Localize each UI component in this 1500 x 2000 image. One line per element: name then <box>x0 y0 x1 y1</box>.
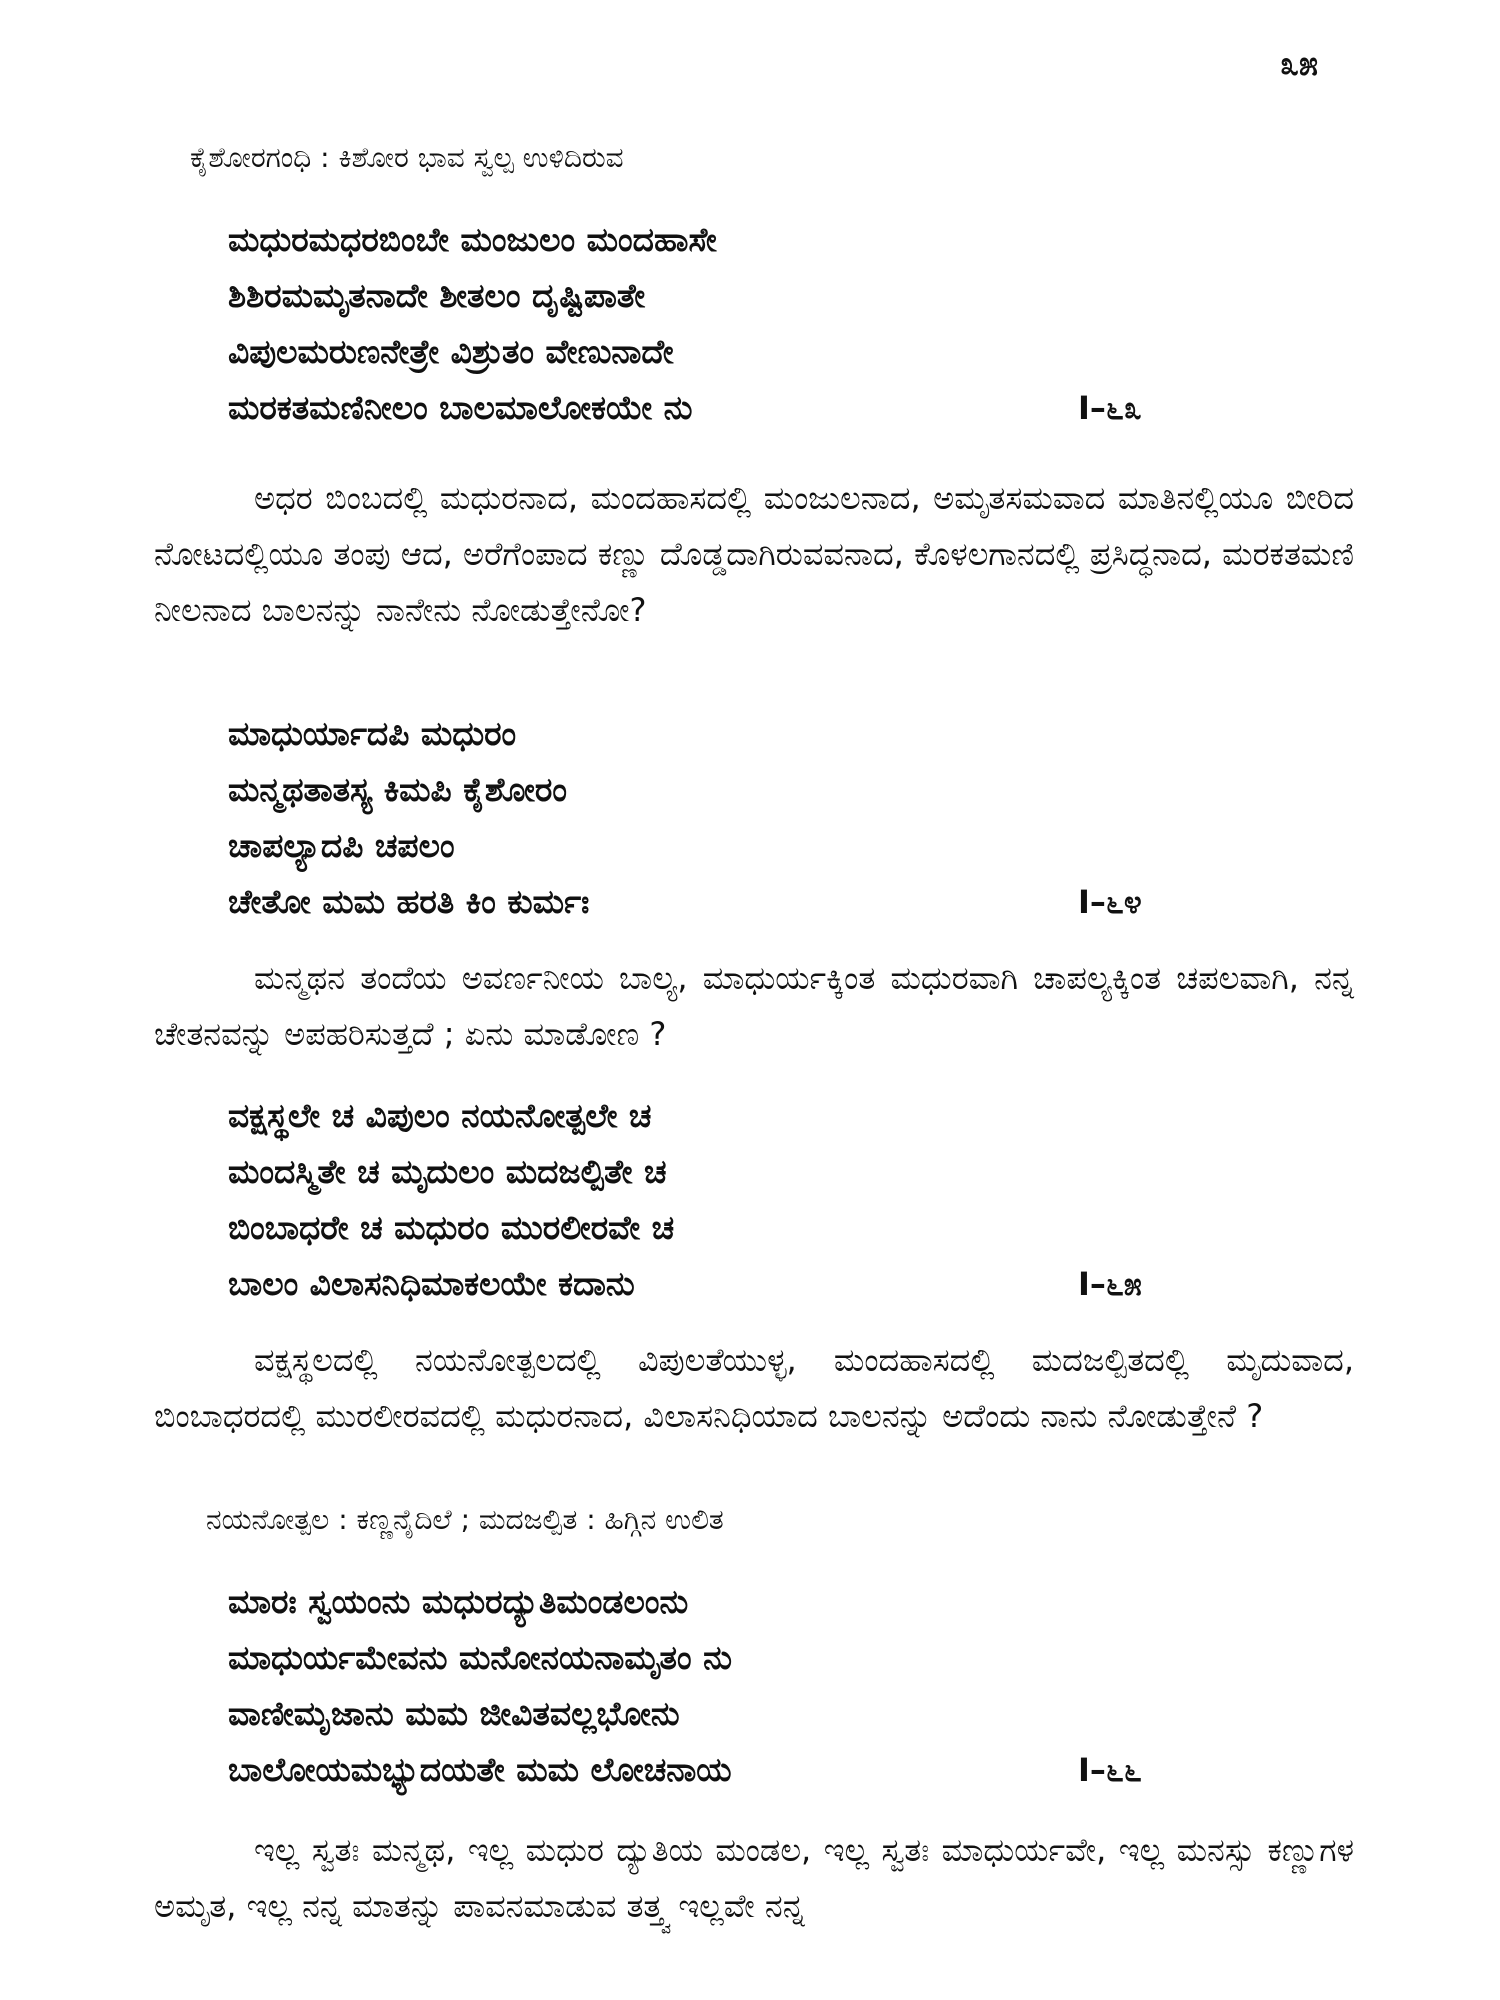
verse-line-text: ಬಾಲಂ ವಿಲಾಸನಿಧಿಮಾಕಲಯೇ ಕದಾನು <box>228 1264 635 1303</box>
verse-line: ಚಾಪಲ್ಯಾದಪಿ ಚಪಲಂ <box>228 826 455 865</box>
paragraph-2 <box>154 950 1354 1062</box>
paragraph-text: ಅಧರ ಬಿಂಬದಲ್ಲಿ ಮಧುರನಾದ, ಮಂದಹಾಸದಲ್ಲಿ ಮಂಜುಲನಾದ, ಅಮೃತಸಮವಾದ ಮಾತಿನಲ್ಲಿಯೂ ಬೀರಿದ ನೋಟದಲ್ಲಿಯೂ ತಂಪು ಆದ, ಅರೆಗೆಂಪಾದ ಕಣ್ಣು ದೊಡ್ಡದಾಗಿರುವವನಾದ, ಕೊಳಲಗಾನದಲ್ಲಿ ಪ್ರಸಿದ್ಧನಾದ, ಮರಕತಮಣಿ ನೀಲನಾದ ಬಾಲನನ್ನು ನಾನೇನು ನೋಡುತ್ತೇನೋ? <box>154 479 1354 629</box>
verse-64 <box>228 706 1228 930</box>
verse-line-text: ಮರಕತಮಣಿನೀಲಂ ಬಾಲಮಾಲೋಕಯೇ ನು <box>228 388 693 427</box>
paragraph-3 <box>154 1332 1354 1444</box>
verse-line <box>228 1256 1228 1312</box>
verse-line: ಮಾಧುರ್ಯಾದಪಿ ಮಧುರಂ <box>228 714 517 753</box>
paragraph-text: ಮನ್ಮಥನ ತಂದೆಯ ಅವರ್ಣನೀಯ ಬಾಲ್ಯ, ಮಾಧುರ್ಯಕ್ಕಿಂತ ಮಧುರವಾಗಿ ಚಾಪಲ್ಯಕ್ಕಿಂತ ಚಪಲವಾಗಿ, ನನ್ನ ಚೇತನವನ್ನು ಅಪಹರಿಸುತ್ತದೆ ; ಏನು ಮಾಡೋಣ ? <box>154 959 1354 1053</box>
gloss-note: ನಯನೋತ್ಪಲ : ಕಣ್ಣನೈದಿಲೆ ; ಮದಜಲ್ಪಿತ : ಹಿಗ್ಗಿನ ಉಲಿತ <box>206 1503 724 1536</box>
verse-line: ಮನ್ಮಥತಾತಸ್ಯ ಕಿಮಪಿ ಕೈಶೋರಂ <box>228 770 567 809</box>
verse-63 <box>228 212 1228 436</box>
verse-66 <box>228 1574 1228 1798</box>
verse-line-text: ಚೇತೋ ಮಮ ಹರತಿ ಕಿಂ ಕುರ್ಮಃ <box>228 882 590 921</box>
paragraph-text: ವಕ್ಷಸ್ಥಲದಲ್ಲಿ ನಯನೋತ್ಪಲದಲ್ಲಿ ವಿಪುಲತೆಯುಳ್ಳ, ಮಂದಹಾಸದಲ್ಲಿ ಮದಜಲ್ಪಿತದಲ್ಲಿ ಮೃದುವಾದ, ಬಿಂಬಾಧರದಲ್ಲಿ ಮುರಲೀರವದಲ್ಲಿ ಮಧುರನಾದ, ವಿಲಾಸನಿಧಿಯಾದ ಬಾಲನನ್ನು ಅದೆಂದು ನಾನು ನೋಡುತ್ತೇನೆ ? <box>154 1341 1354 1435</box>
paragraph-text: ಇಲ್ಲ ಸ್ವತಃ ಮನ್ಮಥ, ಇಲ್ಲ ಮಧುರ ದ್ಯುತಿಯ ಮಂಡಲ, ಇಲ್ಲ ಸ್ವತಃ ಮಾಧುರ್ಯವೇ, ಇಲ್ಲ ಮನಸ್ಸು ಕಣ್ಣುಗಳ ಅಮೃತ, ಇಲ್ಲ ನನ್ನ ಮಾತನ್ನು ಪಾವನಮಾಡುವ ತತ್ತ್ವ ಇಲ್ಲವೇ ನನ್ನ <box>154 1831 1354 1925</box>
verse-line: ವಕ್ಷಸ್ಥಲೇ ಚ ವಿಪುಲಂ ನಯನೋತ್ಪಲೇ ಚ <box>228 1096 652 1135</box>
verse-line: ಮಧುರಮಧರಬಿಂಬೇ ಮಂಜುಲಂ ಮಂದಹಾಸೇ <box>228 220 717 259</box>
verse-line: ವಾಣೀಮೃಜಾನು ಮಮ ಜೀವಿತವಲ್ಲಭೋನು <box>228 1694 680 1733</box>
paragraph-1 <box>154 470 1354 638</box>
verse-line: ಶಿಶಿರಮಮೃತನಾದೇ ಶೀತಲಂ ದೃಷ್ಟಿಪಾತೇ <box>228 276 646 315</box>
verse-line: ಮಂದಸ್ಮಿತೇ ಚ ಮೃದುಲಂ ಮದಜಲ್ಪಿತೇ ಚ <box>228 1152 667 1191</box>
verse-65 <box>228 1088 1228 1312</box>
paragraph-4 <box>154 1822 1354 1934</box>
verse-number: I–೬೩ <box>1078 389 1142 427</box>
verse-line: ಮಾರಃ ಸ್ವಯಂನು ಮಧುರದ್ಯುತಿಮಂಡಲಂನು <box>228 1582 689 1621</box>
verse-number: I–೬೪ <box>1078 883 1142 921</box>
verse-line <box>228 380 1228 436</box>
verse-line <box>228 1742 1228 1798</box>
page-number: ೩೫ <box>1280 44 1319 84</box>
verse-line <box>228 874 1228 930</box>
verse-line-text: ಬಾಲೋಯಮಭ್ಯುದಯತೇ ಮಮ ಲೋಚನಾಯ <box>228 1750 732 1789</box>
verse-line: ವಿಪುಲಮರುಣನೇತ್ರೇ ವಿಶ್ರುತಂ ವೇಣುನಾದೇ <box>228 332 674 371</box>
verse-number: I–೬೬ <box>1078 1751 1142 1789</box>
verse-number: I–೬೫ <box>1078 1265 1142 1303</box>
verse-line: ಬಿಂಬಾಧರೇ ಚ ಮಧುರಂ ಮುರಲೀರವೇ ಚ <box>228 1208 675 1247</box>
verse-line: ಮಾಧುರ್ಯಮೇವನು ಮನೋನಯನಾಮೃತಂ ನು <box>228 1638 732 1677</box>
top-gloss-note: ಕೈಶೋರಗಂಧಿ : ಕಿಶೋರ ಭಾವ ಸ್ವಲ್ಪ ಉಳಿದಿರುವ <box>190 141 624 174</box>
